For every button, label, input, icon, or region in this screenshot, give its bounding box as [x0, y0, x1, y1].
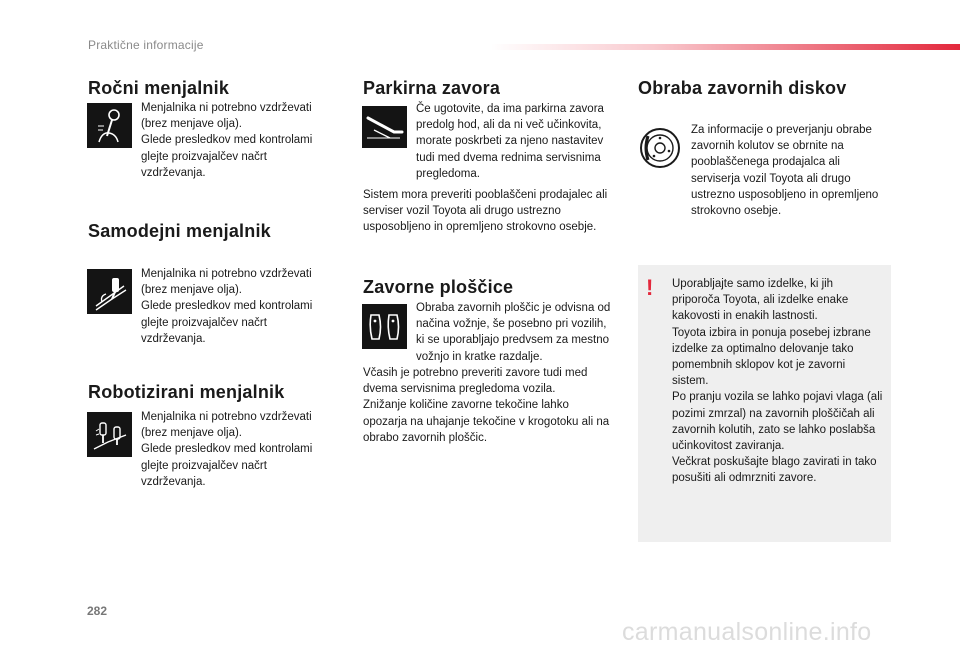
- parking-brake-title: Parkirna zavora: [363, 78, 501, 98]
- page-number: 282: [87, 604, 108, 618]
- robotic-gearbox-text: Menjalnika ni potrebno vzdrževati (brez menjave olja). Glede presledkov med kontrolami glejte proizvajalčev načrt vzdrževanja.: [141, 411, 313, 488]
- automatic-gearbox-title: Samodejni menjalnik: [88, 221, 271, 241]
- brake-discs-title: Obraba zavornih diskov: [638, 78, 847, 98]
- robotic-gear-selector-icon: [87, 412, 132, 457]
- header-accent-bar: [490, 44, 960, 50]
- section-header: Praktične informacije: [88, 38, 204, 52]
- parking-brake-text-2: Sistem mora preveriti pooblaščeni prodajalec ali serviser vozil Toyota ali drugo ustrezno usposobljeno in opremljeno strokovno osebje.: [363, 189, 608, 234]
- brake-pads-title: Zavorne ploščice: [363, 277, 514, 297]
- parking-brake-lever-icon: [362, 106, 407, 148]
- automatic-gear-selector-icon: [87, 269, 132, 314]
- manual-gearbox-title: Ročni menjalnik: [88, 78, 230, 98]
- brake-pads-text: Obraba zavornih ploščic je odvisna od načina vožnje, še posebno pri vozilih, ki se uporabljajo predvsem za mestno vožnjo in kratke razdalje.: [416, 302, 611, 363]
- brake-disc-icon: [637, 125, 682, 170]
- automatic-gearbox-text: Menjalnika ni potrebno vzdrževati (brez menjave olja). Glede presledkov med kontrolami glejte proizvajalčev načrt vzdrževanja.: [141, 268, 313, 345]
- robotic-gearbox-title: Robotizirani menjalnik: [88, 382, 285, 402]
- manual-gear-lever-icon: [87, 103, 132, 148]
- brake-discs-text: Za informacije o preverjanju obrabe zavornih kolutov se obrnite na pooblaščenega prodajalca ali serviserja vozil Toyota ali drugo ustrezno usposobljeno in opremljeno strokovno osebje.: [691, 124, 879, 218]
- parking-brake-text: Če ugotovite, da ima parkirna zavora predolg hod, ali da ni več učinkovita, morate poskrbeti za njeno nastavitev tudi med dvema rednima servisnima pregledoma.: [416, 103, 604, 180]
- manual-gearbox-text: Menjalnika ni potrebno vzdrževati (brez menjave olja). Glede presledkov med kontrolami glejte proizvajalčev načrt vzdrževanja.: [141, 102, 313, 179]
- watermark: carmanualsonline.info: [622, 618, 872, 646]
- warning-note-text: Uporabljajte samo izdelke, ki jih priporoča Toyota, ali izdelke enake kakovosti in enakih lastnosti. Toyota izbira in ponuja posebej izbrane izdelke za optimalno delovanje tako pomembnih sklopov kot je zavorni sistem. Po pranju vozila se lahko pojavi vlaga (ali pozimi zmrzal) na zavornih ploščičah ali zavornih kolutih, zato se lahko poslabša učinkovitost zaviranja. Večkrat poskušajte blago zavirati in tako posušiti ali odmrzniti zavore.: [672, 278, 883, 485]
- brake-pads-text-2: Včasih je potrebno preveriti zavore tudi med dvema servisnima pregledoma vozila. Znižanje količine zavorne tekočine lahko opozarja na uhajanje tekočine v krogotoku ali na obrabo zavornih ploščic.: [363, 367, 610, 444]
- brake-pads-icon: [362, 304, 407, 349]
- warning-exclamation-icon: !: [646, 275, 654, 300]
